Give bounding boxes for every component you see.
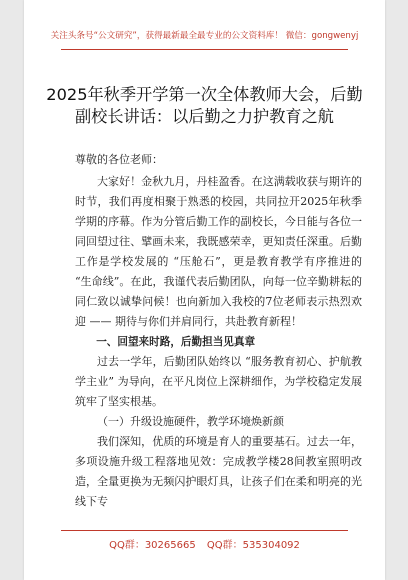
title-line-2: 副校长讲话：以后勤之力护教育之航 (75, 107, 334, 126)
header-divider (61, 49, 348, 50)
title-line-1: 2025年秋季开学第一次全体教师大会，后勤 (46, 85, 363, 104)
paragraph-2: 过去一学年，后勤团队始终以 “服务教育初心、护航教学主业” 为导向，在平凡岗位上深耕细作，为学校稳定发展筑牢了坚实根基。 (75, 355, 362, 408)
section-heading-1: 一、回望来时路，后勤担当见真章 (96, 336, 256, 348)
document-title (34, 84, 375, 128)
footer-divider (61, 530, 348, 531)
paragraph-3: 我们深知，优质的环境是育人的重要基石。过去一年，多项设施升级工程落地见效：完成教学楼28间教室照明改造，全量更换为无频闪护眼灯具，让孩子们在柔和明亮的光线下专 (75, 435, 362, 508)
document-page (24, 0, 385, 580)
greeting: 尊敬的各位老师： (75, 153, 163, 166)
subsection-heading-1: （一）升级设施硬件，教学环境焕新颜 (97, 415, 284, 428)
document-body (75, 150, 362, 512)
footer-contact (24, 536, 385, 551)
paragraph-1: 大家好！金秋九月，丹桂盈香。在这满载收获与期许的时节，我们再度相聚于熟悉的校园，共同拉开2025年秋季学期的序幕。作为分管后勤工作的副校长，今日能与各位一同回望过往、擘画未来，我既感荣幸，更知责任深重。后勤工作是学校发展的 “压舱石”，更是教育教学有序推进的 “生命线”。在此，我谨代表后勤团队，向每一位辛勤耕耘的同仁致以诚挚问候！也向新加入我校的7位老师表示热烈欢迎 —— 期待与你们并肩同行，共赴教育新程！ (75, 175, 362, 328)
qq-group-1: QQ群：30265665 (109, 540, 196, 551)
qq-group-2: QQ群：535304092 (206, 540, 300, 551)
header-promo-note: 关注头条号“公文研究”，获得最新最全最专业的公文资料库！ 微信：gongwenyj (50, 31, 359, 41)
